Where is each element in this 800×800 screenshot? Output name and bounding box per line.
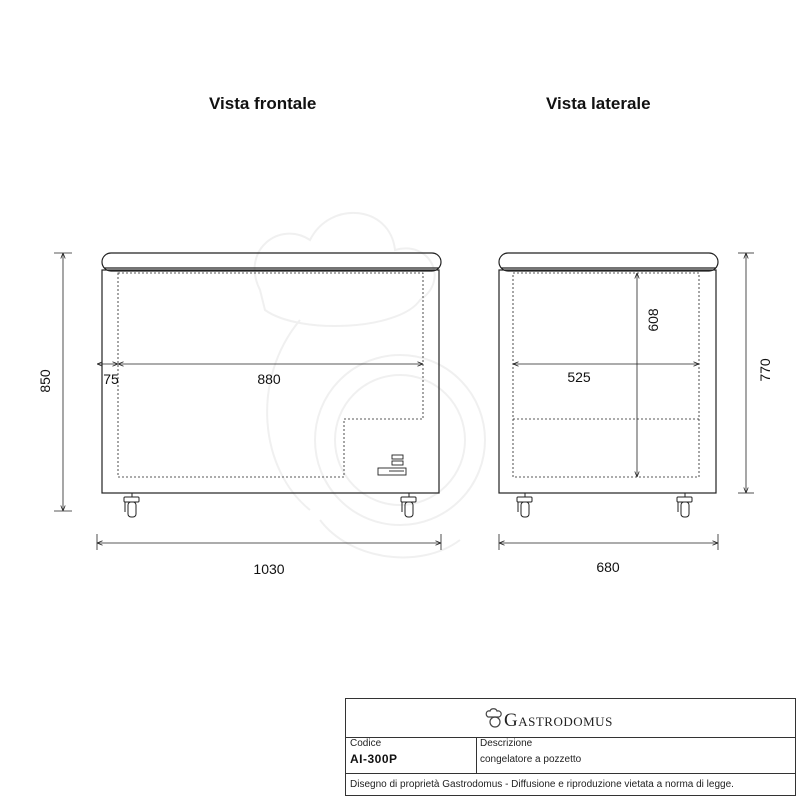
title-block [345, 698, 796, 796]
dim-front-height: 850 [37, 369, 53, 393]
ownership-notice: Disegno di proprietà Gastrodomus - Diffusione e riproduzione vietata a norma di legge. [350, 779, 734, 790]
side-view [499, 253, 718, 517]
description-label: Descrizione [480, 738, 533, 749]
side-left-caster [517, 493, 532, 517]
watermark-logo [255, 213, 485, 558]
front-control-panel [378, 455, 406, 475]
front-left-caster [124, 493, 139, 517]
side-right-caster [677, 493, 692, 517]
product-code: AI-300P [350, 752, 398, 766]
dim-side-inner-height: 608 [645, 308, 661, 332]
code-label: Codice [350, 738, 382, 749]
side-inner-outline [513, 273, 699, 477]
title-block-header [346, 699, 795, 738]
brand-name: Gastrodomus [504, 710, 613, 731]
product-description: congelatore a pozzetto [480, 754, 582, 765]
dim-front-width: 1030 [253, 561, 285, 577]
dim-side-inner-width: 525 [567, 369, 591, 385]
dim-side-width: 680 [596, 559, 620, 575]
side-body [499, 270, 716, 493]
dim-side-height: 770 [757, 358, 773, 382]
chef-hat-logo-icon [484, 707, 504, 729]
front-view-title: Vista frontale [209, 94, 317, 113]
title-block-info-row [346, 737, 795, 774]
side-view-title: Vista laterale [546, 94, 651, 113]
dim-front-inner-width: 880 [257, 371, 281, 387]
dim-front-inner-offset: 75 [103, 371, 119, 387]
code-cell [346, 737, 477, 773]
front-dimension-lines [54, 253, 441, 550]
